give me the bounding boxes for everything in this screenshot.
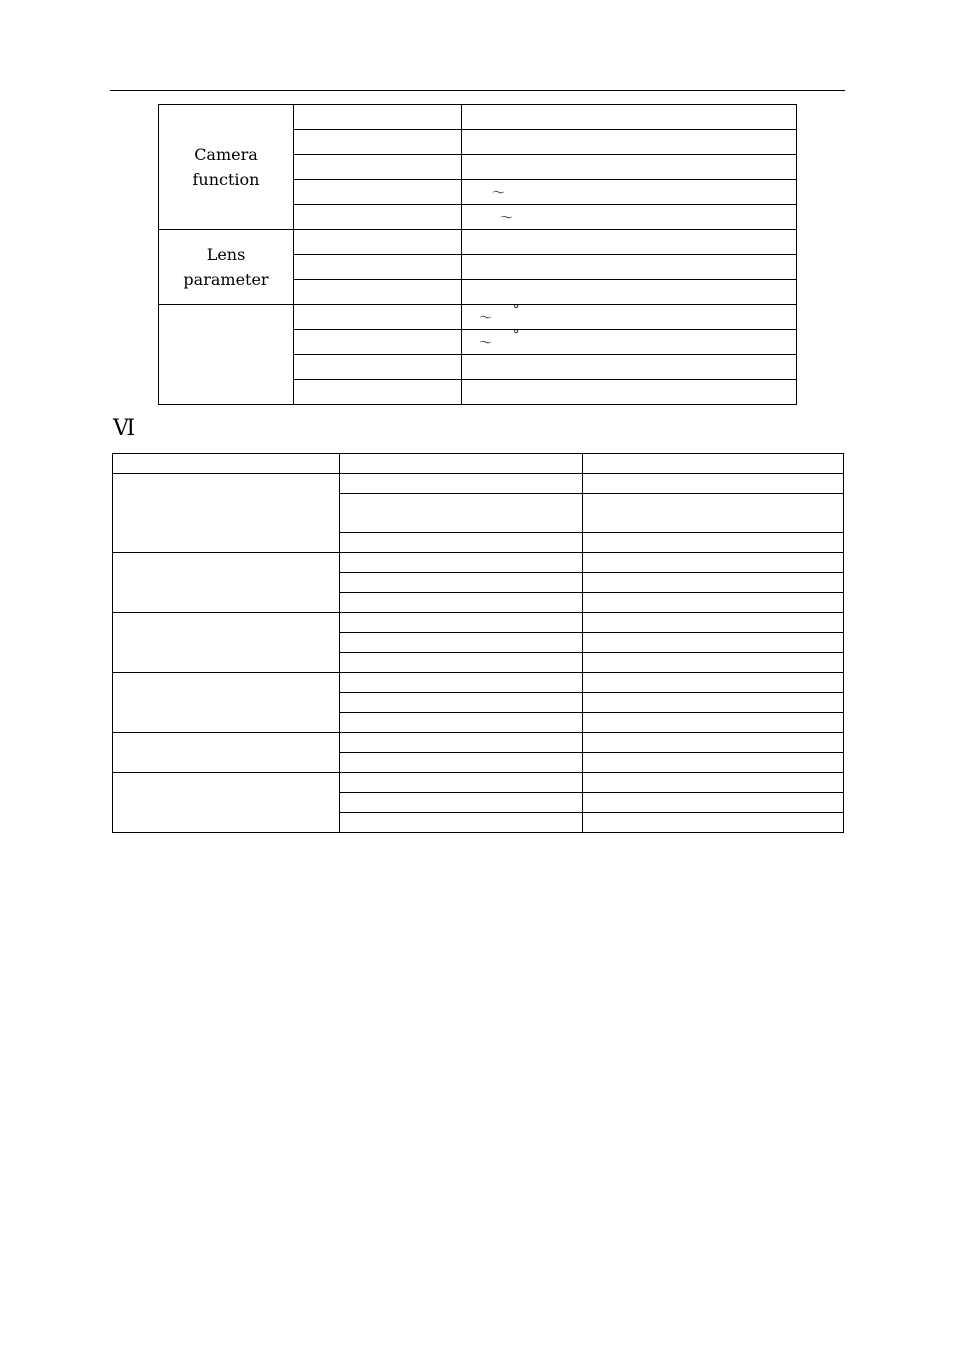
table-cell [340, 573, 583, 593]
table-cell [340, 553, 583, 573]
lens-parameter-label: Lens parameter [159, 230, 294, 305]
table-cell [340, 633, 583, 653]
table-cell [583, 613, 844, 633]
group-cell [113, 553, 340, 613]
table-cell [583, 593, 844, 613]
table-cell [340, 753, 583, 773]
table-row [113, 773, 844, 793]
header-cell [583, 454, 844, 474]
table-cell [340, 693, 583, 713]
table-cell [340, 733, 583, 753]
table-cell [340, 653, 583, 673]
table-cell [340, 813, 583, 833]
group-cell [113, 773, 340, 833]
table-cell [340, 533, 583, 553]
spec-value [462, 230, 797, 255]
spec-value [462, 380, 797, 405]
table-cell [583, 494, 844, 533]
angle-group-label [159, 305, 294, 405]
group-cell [113, 673, 340, 733]
spec-value [462, 205, 797, 230]
group-cell [113, 613, 340, 673]
table-cell [340, 593, 583, 613]
section-marker: Ⅵ [113, 416, 136, 441]
spec-value [462, 105, 797, 130]
table-cell [340, 793, 583, 813]
header-rule [110, 90, 845, 91]
tilde-glyph: ～ [479, 311, 493, 326]
table-cell [583, 773, 844, 793]
table-cell [583, 474, 844, 494]
spec-cell [294, 155, 462, 180]
spec-cell [294, 205, 462, 230]
table-cell [583, 573, 844, 593]
table-cell [340, 474, 583, 494]
spec-value [462, 355, 797, 380]
degree-glyph: ° [513, 328, 520, 343]
table-row [113, 733, 844, 753]
table-cell [340, 773, 583, 793]
table-cell [583, 553, 844, 573]
spec-cell [294, 380, 462, 405]
tilde-glyph: ～ [492, 186, 506, 201]
spec-cell [294, 305, 462, 330]
table-cell [340, 613, 583, 633]
table-cell [583, 673, 844, 693]
table-cell [583, 813, 844, 833]
table-row [113, 673, 844, 693]
spec-value [462, 255, 797, 280]
table-cell [583, 733, 844, 753]
spec-value [462, 330, 797, 355]
table-row [113, 553, 844, 573]
table-cell [583, 713, 844, 733]
spec-cell [294, 230, 462, 255]
spec-cell [294, 330, 462, 355]
table-cell [340, 494, 583, 533]
camera-function-label: Camera function [159, 105, 294, 230]
table-cell [583, 533, 844, 553]
group-cell [113, 474, 340, 553]
spec-cell [294, 105, 462, 130]
table-cell [583, 793, 844, 813]
spec-cell [294, 355, 462, 380]
table-row [113, 613, 844, 633]
spec-cell [294, 130, 462, 155]
spec-value [462, 305, 797, 330]
header-cell [340, 454, 583, 474]
group-cell [113, 733, 340, 773]
spec-table [158, 104, 797, 405]
spec-value [462, 180, 797, 205]
table-cell [583, 693, 844, 713]
table-cell [340, 673, 583, 693]
spec-cell [294, 180, 462, 205]
spec-value [462, 155, 797, 180]
spec-value [462, 280, 797, 305]
table-cell [340, 713, 583, 733]
table-cell [583, 753, 844, 773]
tilde-glyph: ～ [500, 211, 514, 226]
table-header-row [113, 454, 844, 474]
tilde-glyph: ～ [479, 336, 493, 351]
table-cell [583, 633, 844, 653]
degree-glyph: ° [513, 303, 520, 318]
spec-cell [294, 280, 462, 305]
spec-cell [294, 255, 462, 280]
table-cell [583, 653, 844, 673]
accessory-table [112, 453, 844, 833]
table-row [113, 474, 844, 494]
spec-value [462, 130, 797, 155]
header-cell [113, 454, 340, 474]
